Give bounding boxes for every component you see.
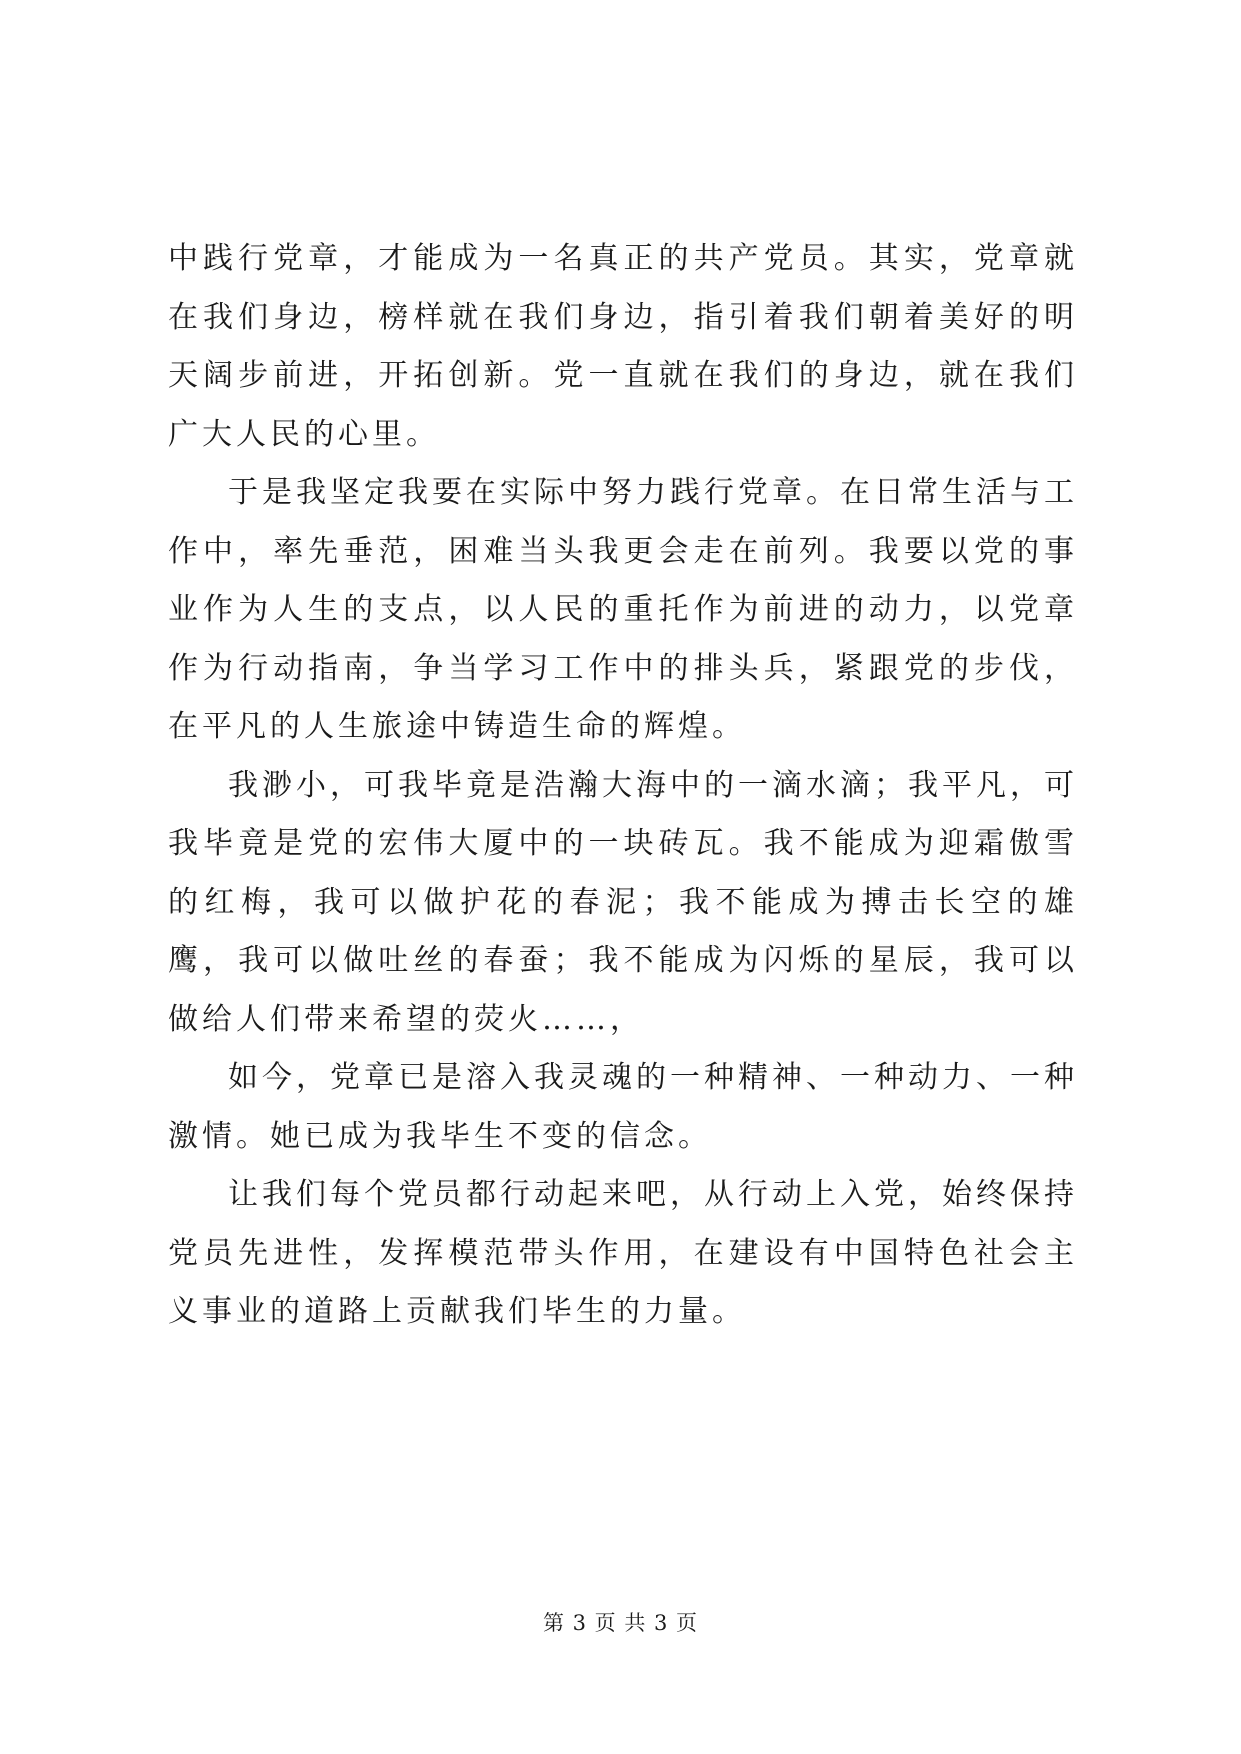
- document-body: [168, 230, 1078, 1342]
- paragraph-small-but-part: 我渺小，可我毕竟是浩瀚大海中的一滴水滴；我平凡，可我毕竟是党的宏伟大厦中的一块砖瓦。我不能成为迎霜傲雪的红梅，我可以做护花的春泥；我不能成为搏击长空的雄鹰，我可以做吐丝的春蚕；我不能成为闪烁的星辰，我可以做给人们带来希望的荧火……，: [168, 767, 1078, 1037]
- paragraph-continued: 中践行党章，才能成为一名真正的共产党员。其实，党章就在我们身边，榜样就在我们身边，指引着我们朝着美好的明天阔步前进，开拓创新。党一直就在我们的身边，就在我们广大人民的心里。: [168, 241, 1078, 452]
- paragraph-constitution-in-soul: 如今，党章已是溶入我灵魂的一种精神、一种动力、一种激情。她已成为我毕生不变的信念。: [168, 1060, 1078, 1154]
- paragraph-practice-party-constitution: 于是我坚定我要在实际中努力践行党章。在日常生活与工作中，率先垂范，困难当头我更会走在前列。我要以党的事业作为人生的支点，以人民的重托作为前进的动力，以党章作为行动指南，争当学习工作中的排头兵，紧跟党的步伐，在平凡的人生旅途中铸造生命的辉煌。: [168, 475, 1078, 744]
- page-number-footer: 第 3 页 共 3 页: [542, 1611, 699, 1635]
- paragraph-call-to-action: 让我们每个党员都行动起来吧，从行动上入党，始终保持党员先进性，发挥模范带头作用，在建设有中国特色社会主义事业的道路上贡献我们毕生的力量。: [168, 1177, 1078, 1329]
